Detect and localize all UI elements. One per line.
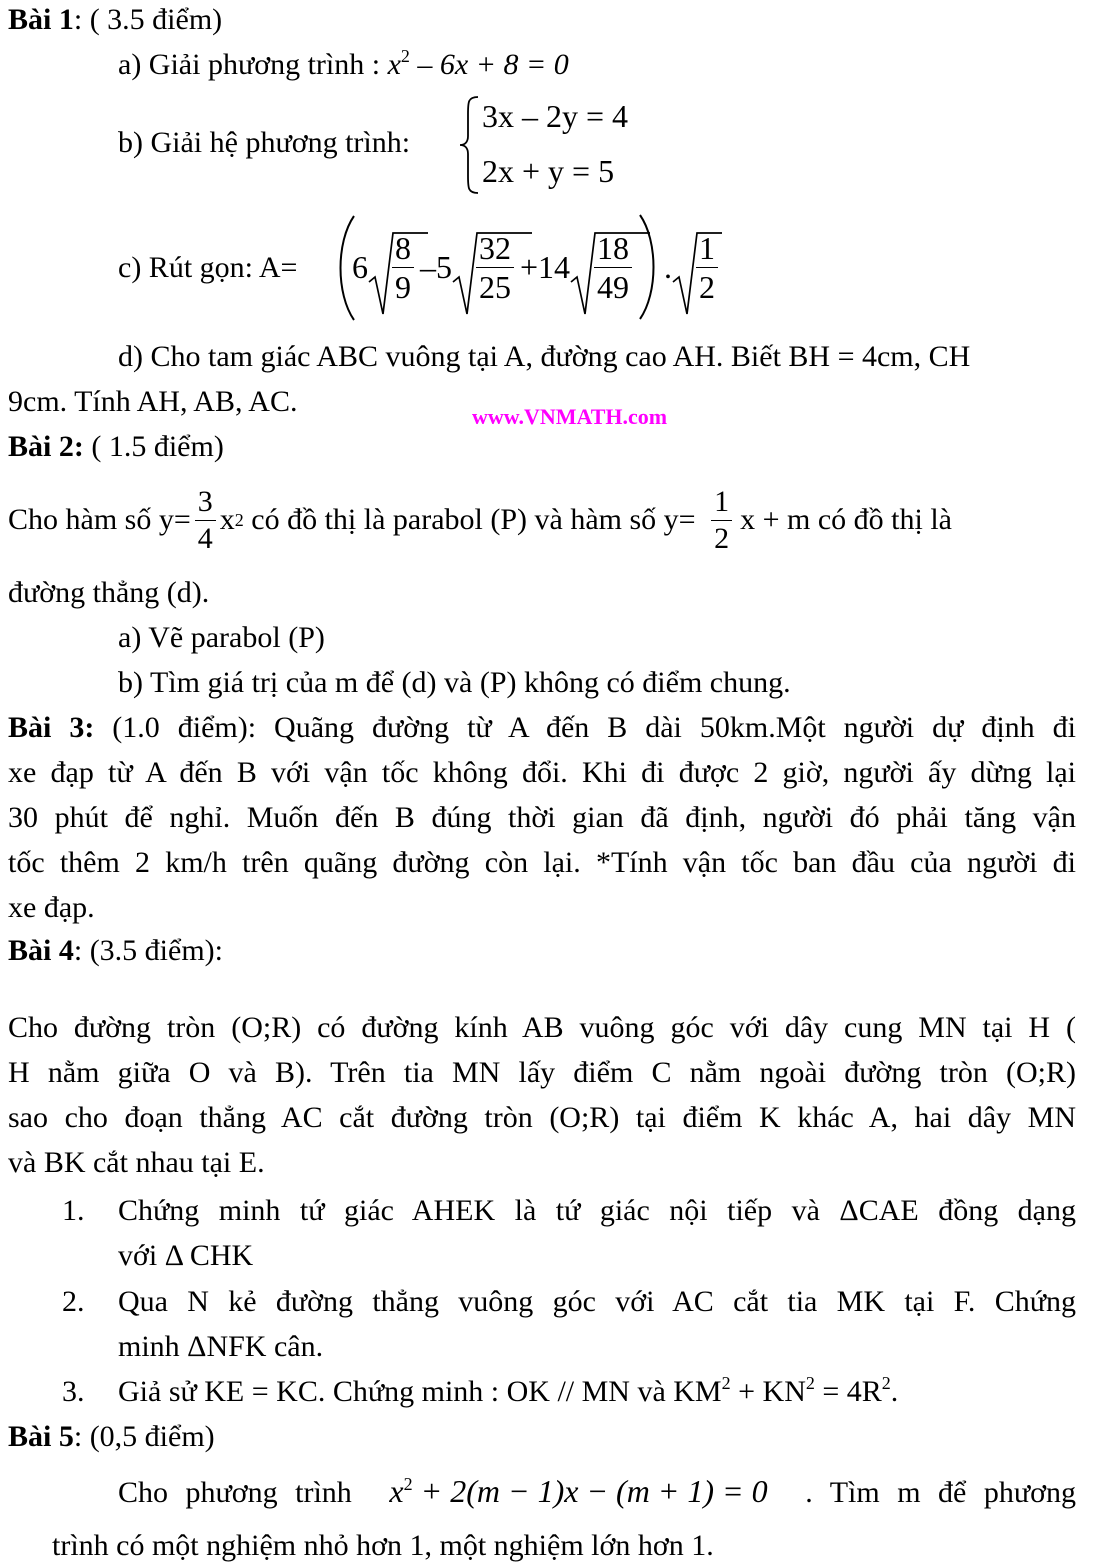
bai4-intro-4: và BK cắt nhau tại E.: [8, 1146, 265, 1179]
bai1-a-exp: 2: [400, 46, 410, 66]
c-f3-num: 18: [594, 232, 632, 268]
bai4-intro-3: sao cho đoạn thẳng AC cắt đường tròn (O;R) tại điểm K khác A, hai dây MN: [8, 1101, 1076, 1134]
c-op2: –5: [420, 248, 452, 285]
bai1-b-label: b) Giải hệ phương trình:: [118, 126, 411, 159]
bai3-line1-text: (1.0 điểm): Quãng đường từ A đến B dài 50km.Một người dự định đi: [94, 711, 1076, 744]
item3-text-c: = 4R: [814, 1375, 882, 1408]
c-op3: +14: [520, 248, 571, 285]
bai2-intro-b: có đồ thị là parabol (P) và hàm số y=: [243, 503, 704, 536]
c-f4-den: 2: [699, 268, 716, 305]
c-f2-den: 25: [479, 268, 511, 305]
bai3-line-2: xe đạp từ A đến B với vận tốc không đổi. Khi đi được 2 giờ, người ấy dừng lại: [8, 756, 1076, 789]
c-f3-den: 49: [597, 268, 630, 305]
bai3-line-3: 30 phút để nghỉ. Muốn đến B đúng thời gian đã định, người đó phải tăng vận: [8, 801, 1076, 834]
bai5-post: . Tìm m để phương: [805, 1476, 1076, 1509]
bai5-eq-rest: + 2(m − 1)x − (m + 1) = 0: [412, 1473, 768, 1509]
bai1-c-label: c) Rút gọn: A=: [118, 251, 298, 284]
bai1-b-eq1: 3x – 2y = 4: [482, 98, 629, 134]
bai5-pre: Cho phương trình: [118, 1476, 352, 1509]
radical-sign-4: [672, 232, 722, 316]
bai1-b-eq2: 2x + y = 5: [482, 153, 615, 189]
bai2-f2-num: 1: [711, 487, 732, 521]
sqrt-1: [368, 229, 416, 305]
bai1-a-label: a) Giải phương trình :: [118, 48, 388, 81]
bai4-item2-line1: Qua N kẻ đường thẳng vuông góc với AC cắt tia MK tại F. Chứng: [118, 1285, 1076, 1318]
c-f2-num: 32: [476, 232, 514, 268]
bai5-points: : (0,5 điểm): [73, 1420, 215, 1453]
bai5-heading: [8, 1419, 215, 1455]
bai2-points: ( 1.5 điểm): [83, 430, 224, 463]
bai4-item2-num: 2.: [62, 1285, 85, 1318]
bai3-line-1: [8, 710, 1076, 746]
bai5-eq-x: x: [389, 1473, 404, 1509]
item3-exp-1: 2: [721, 1373, 731, 1393]
bai2-heading: [8, 429, 224, 465]
bai2-f1-den: 4: [197, 521, 213, 555]
bai5-line1: [118, 1473, 1076, 1511]
bai4-heading: [8, 933, 223, 969]
bai4-item1-line2: với Δ CHK: [118, 1239, 254, 1272]
bai1-d-line2: 9cm. Tính AH, AB, AC.: [8, 385, 298, 418]
radical-sign-3: [570, 232, 650, 316]
bai1-a-rest: – 6x + 8 = 0: [409, 48, 569, 81]
bai4-intro-1: Cho đường tròn (O;R) có đường kính AB vuông góc với dây cung MN tại H (: [8, 1011, 1076, 1044]
item3-text-d: .: [890, 1375, 899, 1408]
radical-sign-1: [368, 232, 428, 316]
bai1-c-expr: [352, 222, 720, 312]
item3-text-b: + KN: [730, 1375, 806, 1408]
sqrt-2: [452, 229, 516, 305]
bai1-d-line1: d) Cho tam giác ABC vuông tại A, đường cao AH. Biết BH = 4cm, CH: [118, 340, 971, 373]
bai1-points: : ( 3.5 điểm): [73, 3, 223, 36]
bai4-item1-line1: Chứng minh tứ giác AHEK là tứ giác nội tiếp và ΔCAE đồng dạng: [118, 1194, 1076, 1227]
bai2-intro-a: Cho hàm số y=: [8, 503, 191, 536]
watermark-link[interactable]: www.VNMATH.com: [472, 404, 668, 429]
bai4-title: Bài 4: [8, 934, 74, 967]
sqrt-4: [672, 229, 720, 305]
c-f1-num: 8: [392, 232, 414, 268]
bai2-a: a) Vẽ parabol (P): [118, 621, 325, 654]
bai4-item1-num: 1.: [62, 1194, 85, 1227]
bai1-a: [118, 47, 569, 83]
c-f4-num: 1: [696, 232, 718, 268]
system-brace: [458, 94, 480, 196]
bai4-item2-line2: minh ΔNFK cân.: [118, 1330, 324, 1363]
bai5-line2: trình có một nghiệm nhỏ hơn 1, một nghiệm lớn hơn 1.: [52, 1529, 714, 1562]
bai4-item3-line1: [118, 1374, 898, 1410]
item3-exp-3: 2: [881, 1373, 891, 1393]
bai5-eq-exp: 2: [403, 1474, 413, 1494]
bai4-item3-num: 3.: [62, 1375, 85, 1408]
c-dot: .: [664, 248, 673, 285]
bai2-intro-line2: đường thẳng (d).: [8, 576, 210, 609]
item3-exp-2: 2: [805, 1373, 815, 1393]
bai2-b: b) Tìm giá trị của m để (d) và (P) không có điểm chung.: [118, 666, 791, 699]
bai3-line-4: tốc thêm 2 km/h trên quãng đường còn lại. *Tính vận tốc ban đầu của người đi: [8, 846, 1076, 879]
bai5-title: Bài 5: [8, 1420, 74, 1453]
bai1-a-x: x: [387, 48, 401, 81]
bai1-title: Bài 1: [8, 3, 74, 36]
item3-text-a: Giả sử KE = KC. Chứng minh : OK // MN và KM: [118, 1375, 722, 1408]
bai2-intro-c: x + m có đồ thị là: [740, 503, 952, 536]
bai3-line-5: xe đạp.: [8, 891, 95, 924]
c-f1-den: 9: [395, 268, 411, 305]
bai2-f1-num: 3: [195, 487, 216, 521]
c-coef1: 6: [352, 248, 368, 285]
bai4-intro-2: H nằm giữa O và B). Trên tia MN lấy điểm C nằm ngoài đường tròn (O;R): [8, 1056, 1076, 1089]
bai2-title: Bài 2:: [8, 430, 84, 463]
bai4-points: : (3.5 điểm):: [73, 934, 223, 967]
sqrt-3: [570, 229, 634, 305]
bai5-eq: [389, 1473, 767, 1509]
bai3-title: Bài 3:: [8, 711, 95, 744]
bai2-x: x: [219, 503, 235, 536]
bai2-f2-den: 2: [714, 521, 730, 555]
bai2-intro: Cho hàm số y= $\frac{3}{4}$ x 2 có đồ thị là parabol (P) và hàm số y= $\frac{1}{2}$ x + m có đồ thị là: [8, 484, 952, 555]
bai1-heading: [8, 2, 222, 38]
radical-sign-2: [452, 232, 532, 316]
